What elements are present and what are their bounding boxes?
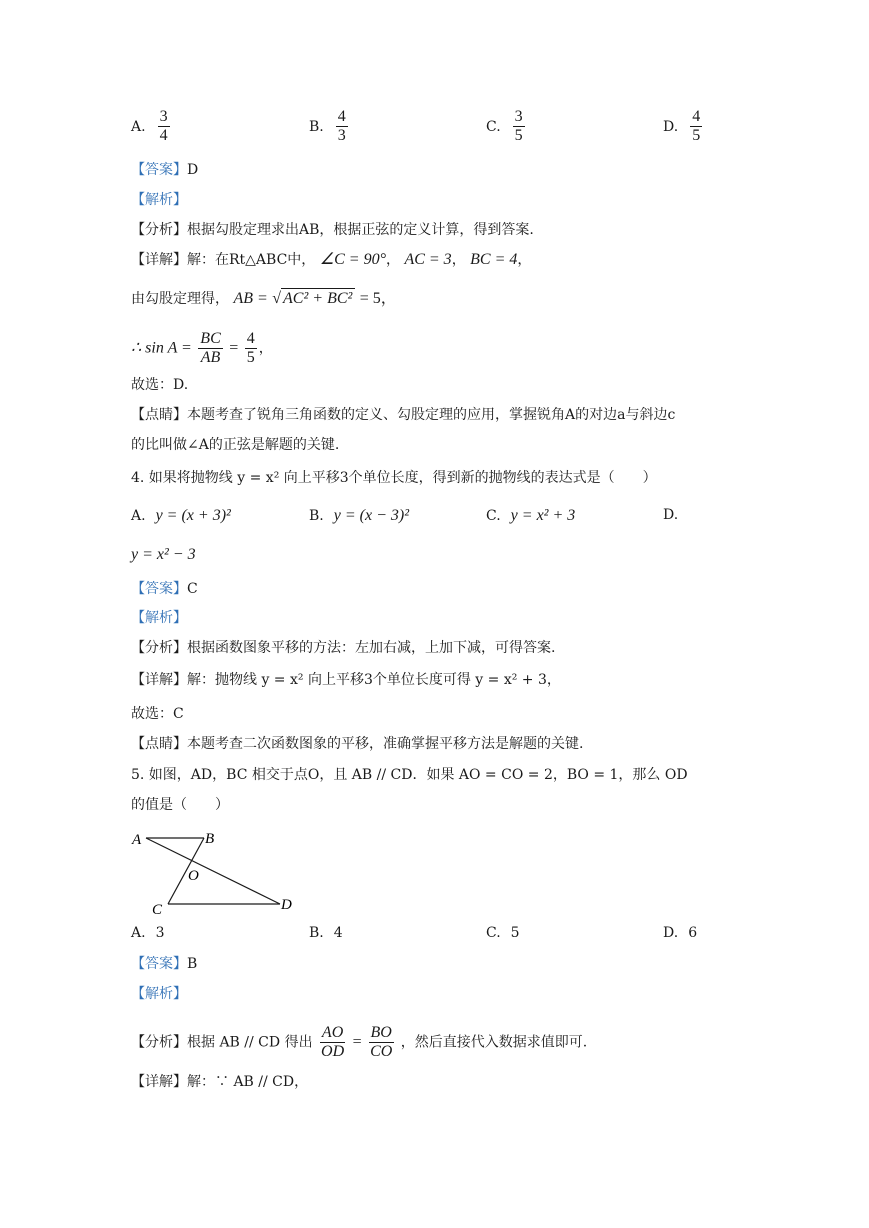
q4-option-a: A. y = (x + 3)² [131,507,231,524]
q4-option-d: D. [663,507,679,523]
q4-choice: 故选：C [131,706,184,722]
q4-xiangjie: 【详解】解：抛物线 y = x² 向上平移3个单位长度可得 y = x² + 3， [131,672,561,688]
fraction: $\frac{BO}{CO}$ [370,1024,393,1060]
q3-dianjing-1: 【点睛】本题考查了锐角三角函数的定义、勾股定理的应用，掌握锐角A的对边a与斜边c [131,407,676,423]
q4-stem: 4. 如果将抛物线 y = x² 向上平移3个单位长度，得到新的抛物线的表达式是（ ） [131,470,657,486]
q5-option-d: D. 6 [663,925,698,941]
q4-answer: 【答案】C [131,581,198,597]
q4-fenxi: 【分析】根据函数图象平移的方法：左加右减，上加下减，可得答案. [131,640,556,656]
label-d: D [281,897,292,913]
fraction: $\frac{4}{5}$ [246,330,255,366]
q5-option-c: C. 5 [486,925,520,941]
q3-dianjing-2: 的比叫做∠A的正弦是解题的关键. [131,437,340,453]
q3-choice: 故选：D. [131,377,189,393]
q3-option-c: C. $\frac{3}{5}$ [486,108,523,144]
q4-option-d-expr: y = x² − 3 [131,546,196,563]
q5-xiangjie: 【详解】解：∵ AB // CD， [131,1074,309,1090]
q3-sine: ∴ sin A = $\frac{BC}{AB}$ = $\frac{4}{5}$ ， [131,330,273,366]
q3-answer: 【答案】D [131,162,199,178]
q3-analysis-tag: 【解析】 [131,192,187,208]
q5-stem-2: 的值是（ ） [131,797,229,813]
q3-pythagoras: 由勾股定理得， AB = √ AC² + BC² = 5， [131,290,397,307]
fraction: $\frac{4}{3}$ [337,108,346,144]
q5-fenxi: 【分析】根据 AB // CD 得出 $\frac{AO}{OD}$ = $\frac{BO}{CO}$ ，然后直接代入数据求值即可. [131,1024,588,1060]
q3-option-b: B. $\frac{4}{3}$ [309,108,346,144]
fraction: $\frac{AO}{OD}$ [321,1024,345,1060]
label-c: C [152,902,163,918]
q4-dianjing: 【点睛】本题考查二次函数图象的平移，准确掌握平移方法是解题的关键. [131,736,584,752]
fraction: $\frac{3}{4}$ [159,108,168,144]
q3-option-a: A. $\frac{3}{4}$ [131,108,168,144]
fraction: $\frac{4}{5}$ [692,108,701,144]
label-b: B [205,831,215,847]
q5-answer: 【答案】B [131,956,198,972]
q5-figure [128,826,303,918]
segment-ad [146,838,280,904]
fraction: $\frac{BC}{AB}$ [200,330,221,366]
label-a: A [132,832,142,848]
q3-option-d: D. $\frac{4}{5}$ [663,108,701,144]
q5-stem-1: 5. 如图，AD，BC 相交于点O，且 AB // CD．如果 AO = CO = 2，BO = 1，那么 OD [131,767,688,783]
q5-option-b: B. 4 [309,925,343,941]
q3-xiangjie: 【详解】解：在Rt△ABC中， ∠C = 90°， AC = 3， BC = 4， [131,251,532,268]
q4-analysis-tag: 【解析】 [131,610,187,626]
q4-option-c: C. y = x² + 3 [486,507,576,524]
q5-option-a: A. 3 [131,925,165,941]
q4-option-b: B. y = (x − 3)² [309,507,409,524]
q3-fenxi: 【分析】根据勾股定理求出AB，根据正弦的定义计算，得到答案. [131,222,534,238]
label-o: O [188,868,199,884]
fraction: $\frac{3}{5}$ [514,108,523,144]
q5-analysis-tag: 【解析】 [131,986,187,1002]
